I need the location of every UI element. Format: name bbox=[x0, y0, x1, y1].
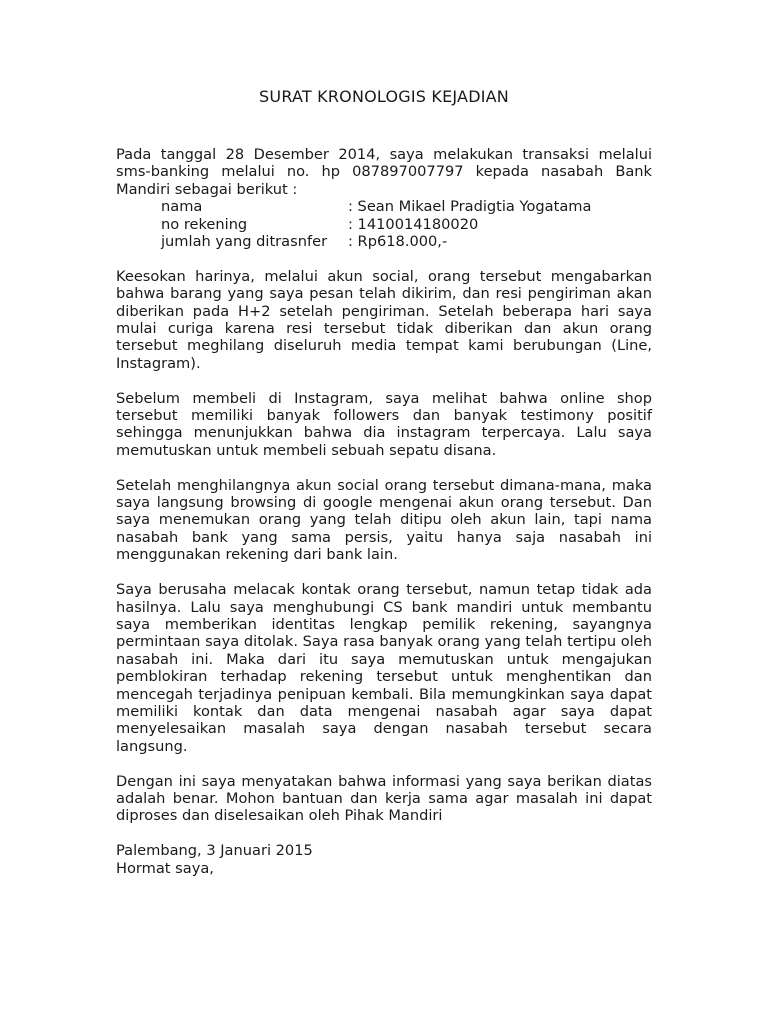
paragraph-4: Saya berusaha melacak kontak orang tersebut, namun tetap tidak ada hasilnya. Lalu saya menghubungi CS bank mandiri untuk membantu saya memberikan identitas lengkap pemilik rekening, sayangnya permintaan saya ditolak. Saya rasa banyak orang yang telah tertipu oleh nasabah ini. Maka dari itu saya memutuskan untuk mengajukan pemblokiran terhadap rekening tersebut untuk menghentikan dan mencegah terjadinya penipuan kembali. Bila memungkinkan saya dapat memiliki kontak dan data mengenai nasabah agar saya dapat menyelesaikan masalah saya dengan nasabah tersebut secara langsung. bbox=[116, 581, 652, 755]
place-date: Palembang, 3 Januari 2015 bbox=[116, 842, 313, 860]
paragraph-2: Sebelum membeli di Instagram, saya melihat bahwa online shop tersebut memiliki banyak followers dan banyak testimony positif sehingga menunjukkan bahwa dia instagram terpercaya. Lalu saya memutuskan untuk membeli sebuah sepatu disana. bbox=[116, 389, 652, 459]
detail-value: : Sean Mikael Pradigtia Yogatama bbox=[348, 198, 592, 216]
detail-row-amount bbox=[116, 233, 652, 250]
detail-label: no rekening bbox=[161, 215, 248, 233]
detail-row-account bbox=[116, 216, 652, 233]
paragraph-5: Dengan ini saya menyatakan bahwa informasi yang saya berikan diatas adalah benar. Mohon bantuan dan kerja sama agar masalah ini dapat diproses dan diselesaikan oleh Pihak Mandiri bbox=[116, 772, 652, 825]
detail-value: : Rp618.000,- bbox=[348, 233, 448, 251]
salutation: Hormat saya, bbox=[116, 859, 214, 877]
detail-label: jumlah yang ditrasnfer bbox=[161, 233, 328, 251]
detail-value: : 1410014180020 bbox=[348, 215, 479, 233]
closing bbox=[116, 842, 652, 877]
detail-label: nama bbox=[161, 198, 203, 216]
document-title: SURAT KRONOLOGIS KEJADIAN bbox=[259, 87, 509, 106]
paragraph-3: Setelah menghilangnya akun social orang tersebut dimana-mana, maka saya langsung browsing di google mengenai akun orang tersebut. Dan saya menemukan orang yang telah ditipu oleh akun lain, tapi nama nasabah bank yang sama persis, yaitu hanya saja nasabah ini menggunakan rekening dari bank lain. bbox=[116, 476, 652, 564]
intro-paragraph: Pada tanggal 28 Desember 2014, saya melakukan transaksi melalui sms-banking melalui no. hp 087897007797 kepada nasabah Bank Mandiri sebagai berikut : bbox=[116, 146, 652, 198]
transaction-details bbox=[116, 198, 652, 250]
letter-body bbox=[116, 146, 652, 877]
detail-row-name bbox=[116, 198, 652, 215]
paragraph-1: Keesokan harinya, melalui akun social, orang tersebut mengabarkan bahwa barang yang saya pesan telah dikirim, dan resi pengiriman akan diberikan pada H+2 setelah pengiriman. Setelah beberapa hari saya mulai curiga karena resi tersebut tidak diberikan dan akun orang tersebut meghilang diseluruh media tempat kami berubungan (Line, Instagram). bbox=[116, 267, 652, 372]
